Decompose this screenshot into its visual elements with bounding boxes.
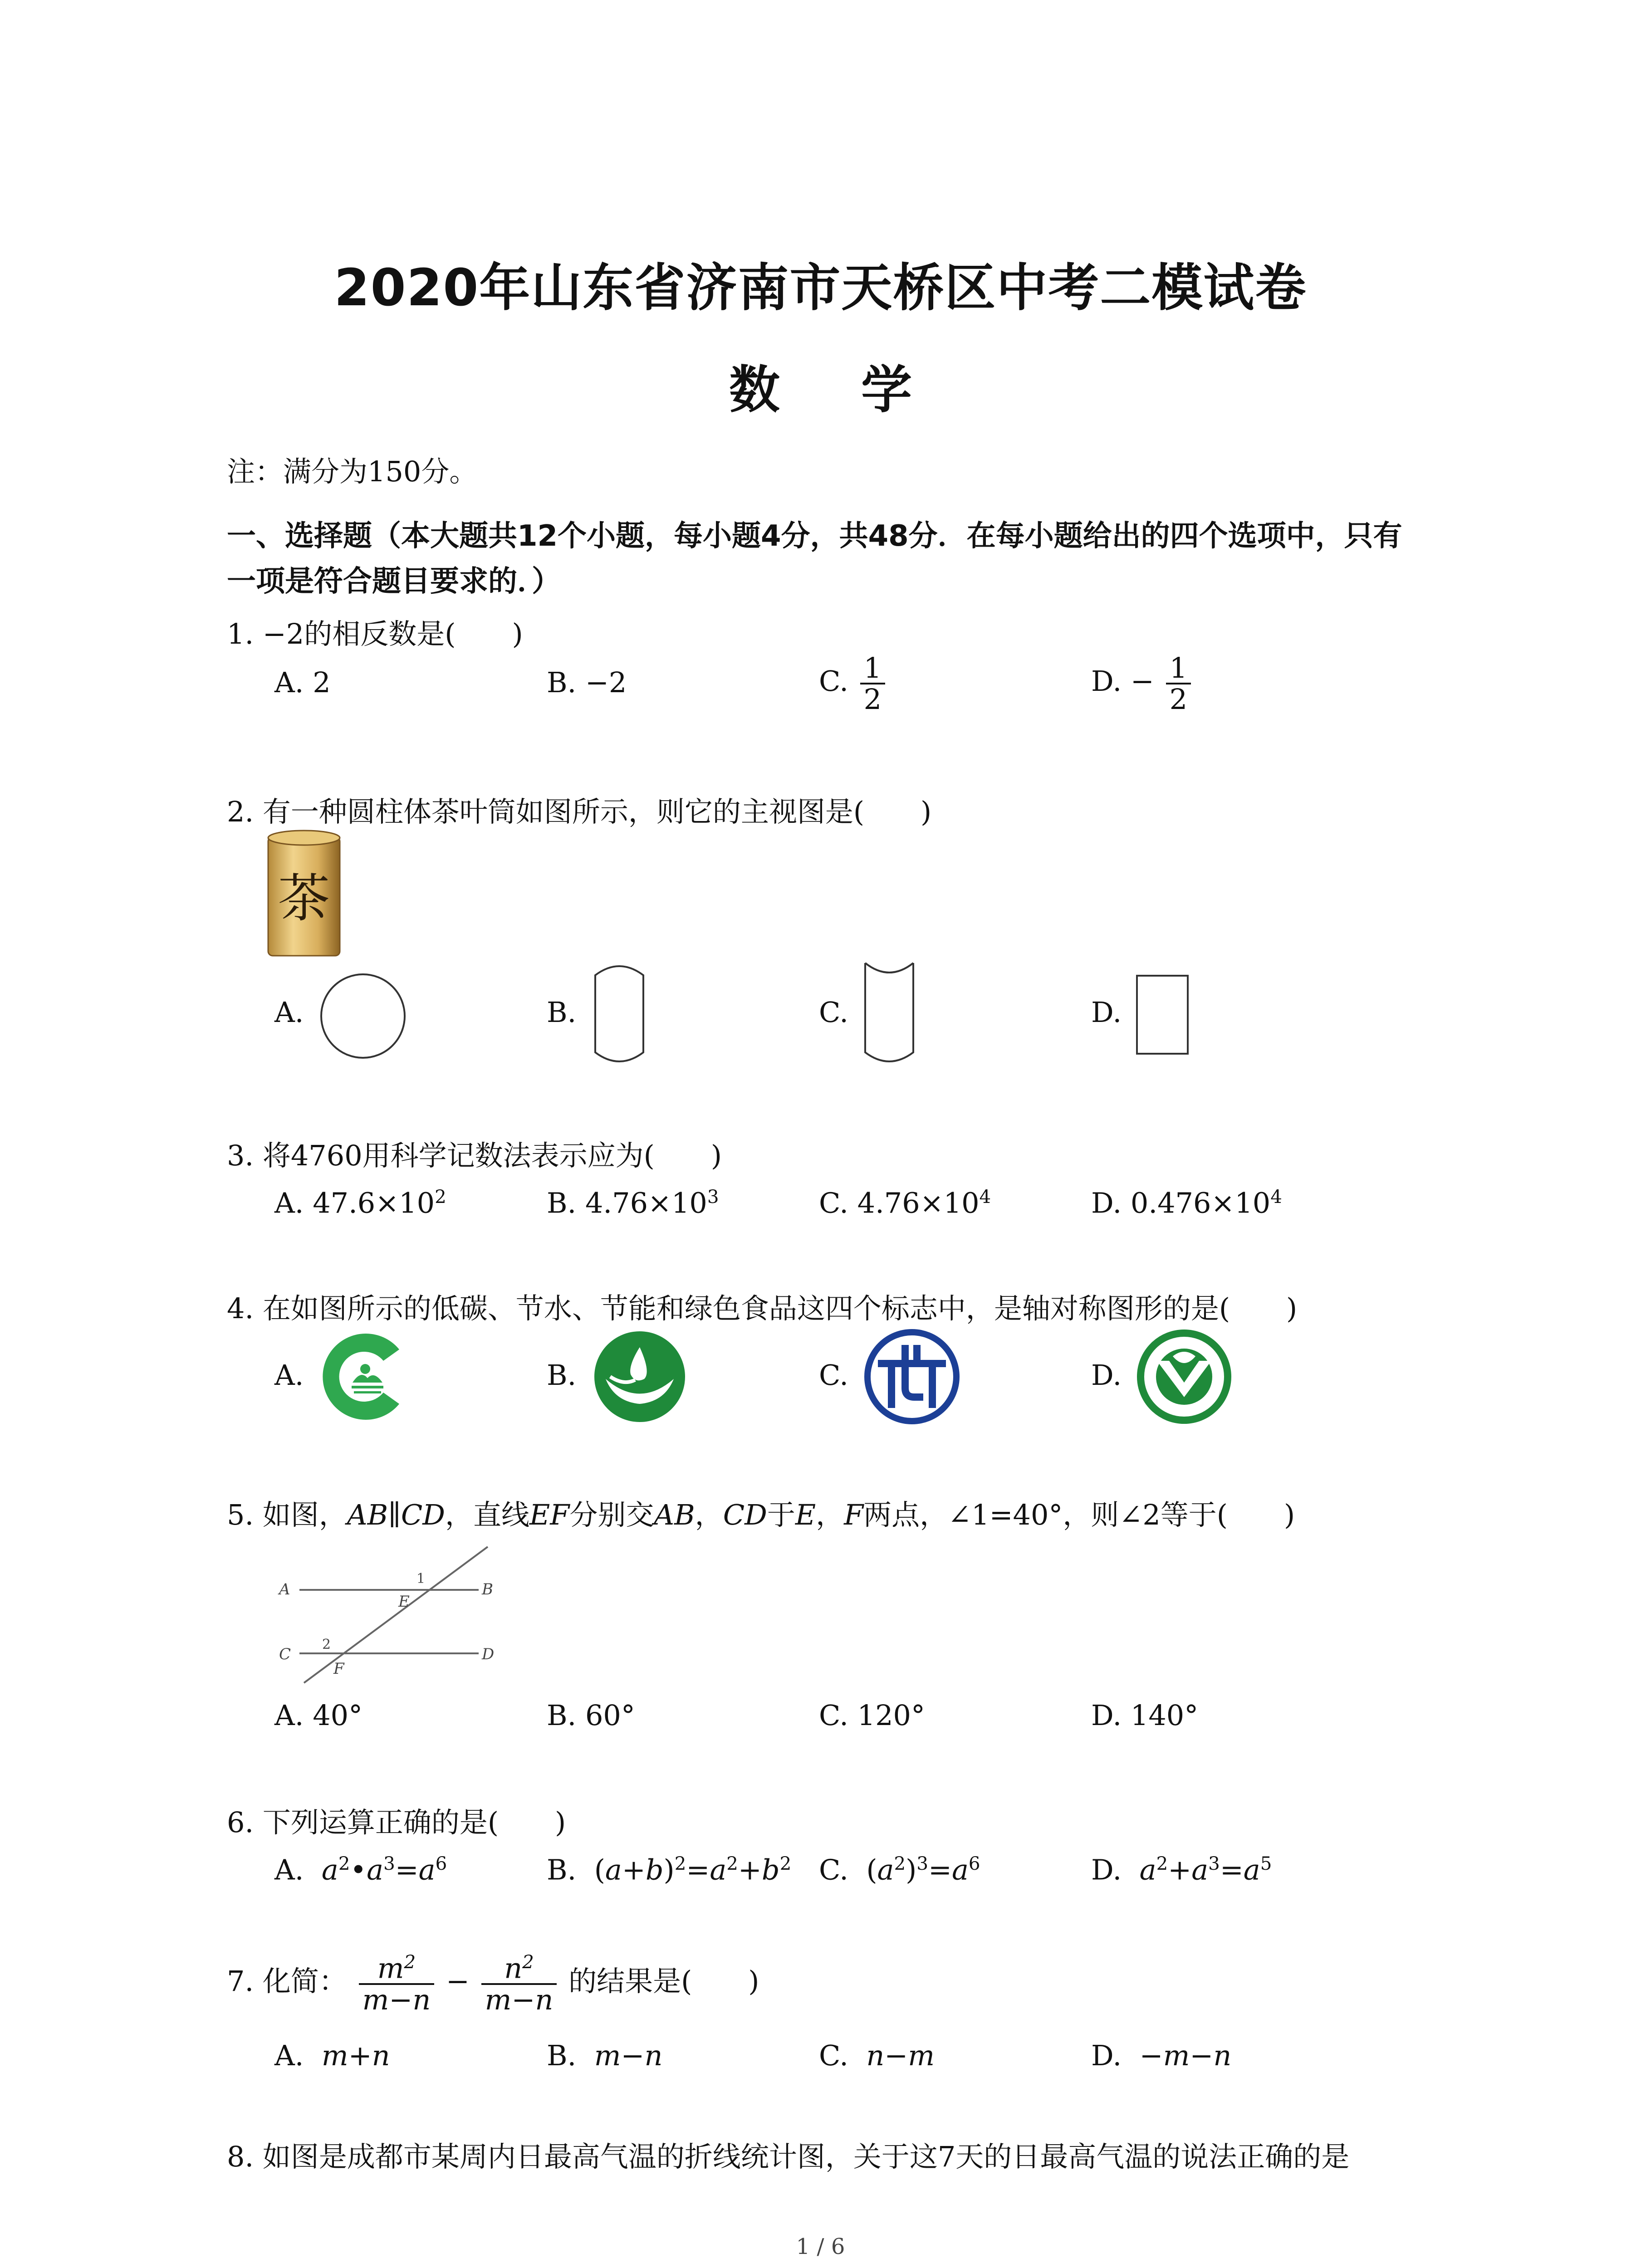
q5-label-a: A	[279, 1580, 290, 1598]
q4-option-a-label: A.	[274, 1359, 304, 1392]
subject-title: 数 学	[729, 361, 944, 420]
q6-d-label: D.	[1091, 1853, 1122, 1887]
q2-option-d-rectangle-icon	[1134, 973, 1193, 1059]
low-carbon-logo-icon	[320, 1329, 415, 1424]
q5-option-d: D. 140°	[1091, 1699, 1199, 1732]
q7-stem-tail: 的结果是( )	[568, 1965, 759, 1998]
q6-option-d: D. $a^2+a^3=a^5$	[1091, 1853, 1272, 1887]
q6-option-b: B. $(a+b)^2=a^2+b^2$	[547, 1853, 792, 1887]
q6-c-label: C.	[819, 1853, 848, 1887]
q5-label-angle2: 2	[322, 1637, 331, 1652]
q5-stem-mid: ，直线	[445, 1498, 530, 1531]
q7-option-b	[547, 2039, 662, 2072]
q5-option-b: B. 60°	[547, 1699, 635, 1732]
q7-c-value: n−m	[866, 2039, 935, 2072]
q5-stem-ab: AB	[347, 1498, 388, 1531]
q3-d-exp: 4	[1270, 1186, 1282, 1207]
q1-option-c-label: C.	[819, 665, 848, 698]
q5-label-e: E	[398, 1593, 410, 1611]
q3-a-base: A. 47.6×10	[274, 1186, 435, 1220]
q7-fraction-2: $\frac{n^2}{m-n}$	[481, 1953, 557, 2014]
q6-stem: 6. 下列运算正确的是( )	[227, 1806, 566, 1839]
score-note: 注：满分为150分。	[227, 455, 478, 488]
q3-b-base: B. 4.76×10	[547, 1186, 707, 1220]
q5-stem-mid2: 分别交	[569, 1498, 654, 1531]
q5-stem-comma: ，	[695, 1498, 723, 1531]
q5-stem-f: F	[844, 1498, 864, 1531]
q7-b-value: m−n	[594, 2039, 663, 2072]
q3-option-c	[819, 1186, 991, 1220]
q6-option-a: A. $a^2•a^3=a^6$	[274, 1853, 447, 1887]
q4-option-b-label: B.	[547, 1359, 577, 1392]
q5-stem-comma2: ，	[816, 1498, 844, 1531]
q1-d-numerator: 1	[1166, 653, 1191, 684]
q6-b-label: B.	[547, 1853, 577, 1887]
q5-stem-ab2: AB	[654, 1498, 695, 1531]
q5-stem	[227, 1492, 1295, 1533]
q3-stem: 3. 将4760用科学记数法表示应为( )	[227, 1139, 722, 1172]
q7-a-value: m+n	[321, 2039, 390, 2072]
q3-option-d	[1091, 1186, 1282, 1220]
q2-option-b-label: B.	[547, 996, 577, 1029]
q5-option-a: A. 40°	[274, 1699, 363, 1732]
q5-stem-cd2: CD	[723, 1498, 767, 1531]
energy-saving-logo-icon	[864, 1329, 960, 1424]
q7-option-d	[1091, 2039, 1231, 2072]
section1-heading-line2: 一项是符合题目要求的．）	[227, 565, 561, 598]
q2-option-c-shape-icon	[860, 959, 919, 1073]
q3-d-base: D. 0.476×10	[1091, 1186, 1271, 1220]
q6-a-label: A.	[274, 1853, 304, 1887]
q7-a-label: A.	[274, 2039, 304, 2072]
q1-c-denominator: 2	[863, 683, 882, 716]
q2-option-d-label: D.	[1091, 996, 1122, 1029]
q7-option-c	[819, 2039, 935, 2072]
q1-d-denominator: 2	[1169, 683, 1188, 716]
q4-stem: 4. 在如图所示的低碳、节水、节能和绿色食品这四个标志中，是轴对称图形的是( )	[227, 1292, 1298, 1325]
q3-c-base: C. 4.76×10	[819, 1186, 980, 1220]
q5-label-b: B	[482, 1580, 493, 1598]
q2-option-c-label: C.	[819, 996, 848, 1029]
q3-a-exp: 2	[435, 1186, 446, 1207]
q7-stem-pre: 7. 化简：	[227, 1965, 347, 1998]
q1-option-d-fraction	[1166, 653, 1191, 714]
q1-option-c-fraction	[860, 653, 885, 714]
q3-b-exp: 3	[707, 1186, 719, 1207]
q5-stem-cd: CD	[401, 1498, 446, 1531]
q7-d-label: D.	[1091, 2039, 1122, 2072]
q7-b-label: B.	[547, 2039, 577, 2072]
q5-stem-mid3: 于	[767, 1498, 795, 1531]
q7-stem: 7. 化简： $\frac{m^2}{m-n}$ − $\frac{n^2}{m-n}$ 的结果是( )	[227, 1951, 759, 2016]
q4-option-d-label: D.	[1091, 1359, 1122, 1392]
q1-option-b: B. −2	[547, 666, 627, 699]
q2-option-a-label: A.	[274, 996, 304, 1029]
q8-stem: 8. 如图是成都市某周内日最高气温的折线统计图，关于这7天的日最高气温的说法正确的是	[227, 2140, 1350, 2173]
q1-option-d	[1091, 653, 1194, 714]
tea-canister-image	[265, 828, 343, 959]
section1-heading-line1: 一、选择题（本大题共12个小题，每小题4分，共48分．在每小题给出的四个选项中，只有	[227, 519, 1402, 553]
q3-option-a	[274, 1186, 446, 1220]
tea-char: 茶	[278, 868, 330, 929]
q5-label-d: D	[482, 1645, 495, 1663]
q3-option-b	[547, 1186, 719, 1220]
page-title: 2020年山东省济南市天桥区中考二模试卷	[334, 259, 1307, 318]
q1-option-c	[819, 653, 888, 714]
page-number: 1 / 6	[796, 2234, 845, 2259]
q5-label-angle1: 1	[416, 1571, 426, 1587]
q2-option-a-circle-icon	[318, 971, 408, 1061]
q7-option-a	[274, 2039, 390, 2072]
q7-d-value: −m−n	[1139, 2039, 1232, 2072]
q5-stem-e: E	[795, 1498, 816, 1531]
q3-c-exp: 4	[979, 1186, 991, 1207]
q5-parallel-lines-diagram	[272, 1542, 508, 1687]
q5-stem-ef: EF	[529, 1498, 570, 1531]
q5-stem-tail: 两点，∠1=40°，则∠2等于( )	[863, 1498, 1295, 1531]
q1-option-a: A. 2	[274, 666, 331, 699]
q7-c-label: C.	[819, 2039, 848, 2072]
q5-stem-pre: 5. 如图，	[227, 1498, 347, 1531]
q1-stem: 1. −2的相反数是( )	[227, 617, 523, 650]
water-saving-logo-icon	[592, 1329, 687, 1424]
q6-option-c: C. $(a^2)^3=a^6$	[819, 1853, 980, 1887]
green-food-logo-icon	[1136, 1329, 1232, 1424]
q5-label-c: C	[279, 1645, 291, 1663]
q1-c-numerator: 1	[860, 653, 885, 684]
q1-option-d-label: D. −	[1091, 665, 1154, 698]
q5-stem-parallel: ∥	[388, 1498, 401, 1531]
q2-option-b-shape-icon	[590, 959, 649, 1073]
q4-option-c-label: C.	[819, 1359, 848, 1392]
q5-option-c: C. 120°	[819, 1699, 925, 1732]
q5-label-f: F	[333, 1660, 344, 1678]
q7-fraction-1: $\frac{m^2}{m-n}$	[359, 1953, 435, 2014]
q2-stem: 2. 有一种圆柱体茶叶筒如图所示，则它的主视图是( )	[227, 795, 932, 828]
